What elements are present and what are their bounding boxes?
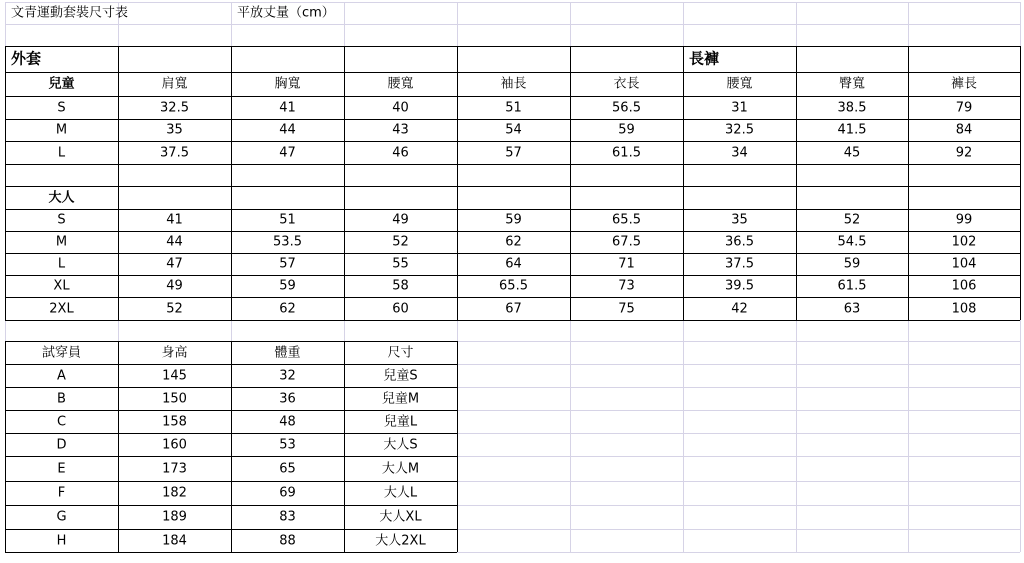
size-value: 57 [279,256,296,272]
tester-border-vertical [118,341,119,552]
table-border-horizontal [5,186,1020,187]
size-label: M [55,234,68,250]
tester-cell: 32 [279,368,296,383]
tester-cell: D [56,437,67,452]
size-value: 45 [843,145,861,160]
table-border-vertical [457,46,458,320]
size-value: 65.5 [499,278,528,294]
tester-border-horizontal [5,433,457,434]
tester-border-horizontal [5,387,457,388]
table-border-vertical [231,46,232,320]
size-value: 55 [392,256,409,272]
size-value: 53.5 [273,234,302,250]
size-value: 61.5 [837,278,867,294]
table-border-horizontal [5,253,1020,254]
table-border-horizontal [5,275,1020,276]
column-header: 褲長 [950,76,978,92]
size-value: 31 [731,100,748,115]
size-value: 54 [505,122,522,138]
tester-cell: 184 [162,533,187,548]
tester-cell: 150 [162,391,187,406]
table-border-vertical [5,46,6,320]
size-value: 51 [279,212,296,228]
tester-border-horizontal [5,505,457,506]
tester-border-horizontal [5,341,457,342]
size-value: 79 [955,100,973,115]
tester-cell: 48 [279,414,296,429]
tester-border-horizontal [5,529,457,530]
table-border-horizontal [5,209,1020,210]
size-label: XL [53,278,70,294]
size-value: 46 [392,145,409,160]
size-value: 99 [955,212,973,228]
size-value: 35 [731,212,748,228]
size-value: 56.5 [612,100,641,115]
size-label: 2XL [49,301,74,316]
tester-cell: 大人2XL [375,533,426,548]
size-value: 52 [843,212,861,228]
size-value: 63 [843,301,861,316]
size-value: 57 [505,145,522,160]
tester-border-horizontal [5,552,457,553]
table-border-vertical [1020,46,1021,320]
tester-header: 身高 [161,345,188,360]
tester-cell: 大人XL [379,509,422,525]
size-value: 65.5 [612,212,641,228]
tester-border-vertical [344,341,345,552]
tester-cell: E [57,461,66,476]
grid-line-horizontal [5,24,1020,25]
size-value: 40 [392,100,409,115]
tester-cell: 88 [279,533,296,548]
table-border-horizontal [5,119,1020,120]
size-value: 73 [618,278,635,294]
size-value: 32.5 [725,122,754,138]
size-value: 37.5 [160,145,189,160]
tester-cell: B [57,391,66,406]
size-value: 49 [392,212,409,228]
size-value: 59 [279,278,296,294]
size-value: 58 [392,278,409,294]
tester-border-vertical [457,341,458,552]
size-value: 41 [279,100,296,115]
size-value: 44 [279,122,296,138]
size-value: 34 [731,145,748,160]
tester-cell: 189 [162,509,187,525]
tester-header: 體重 [274,345,301,360]
size-value: 84 [955,122,973,138]
size-value: 59 [618,122,635,138]
table-border-horizontal [5,96,1020,97]
size-value: 38.5 [837,100,867,115]
size-value: 37.5 [725,256,754,272]
tester-header: 尺寸 [387,345,414,360]
tester-border-vertical [231,341,232,552]
tester-cell: 大人S [383,437,418,452]
table-border-horizontal [5,231,1020,232]
tester-cell: 83 [279,509,296,525]
tester-cell: 53 [279,437,296,452]
size-label: M [55,122,68,138]
tester-cell: 158 [162,414,187,429]
table-border-vertical [796,46,797,320]
size-label: L [57,256,66,272]
size-value: 67.5 [612,234,641,250]
pants-label: 長褲 [689,49,720,68]
tester-header: 試穿員 [41,345,82,360]
size-value: 62 [279,301,296,316]
tester-cell: 69 [279,485,296,501]
size-value: 32.5 [160,100,189,115]
table-border-horizontal [5,46,1020,47]
table-border-horizontal [5,72,1020,73]
size-value: 47 [166,256,183,272]
tester-border-horizontal [5,364,457,365]
column-header: 腰寬 [387,76,414,92]
kids-label: 兒童 [48,76,75,92]
size-label: S [57,212,66,228]
size-value: 41.5 [837,122,867,138]
tester-cell: F [57,485,66,501]
tester-cell: 36 [279,391,296,406]
size-value: 49 [166,278,183,294]
table-border-vertical [118,46,119,320]
size-value: 42 [731,301,748,316]
tester-cell: 兒童M [381,391,420,406]
size-value: 62 [505,234,522,250]
column-header: 胸寬 [274,76,301,92]
tester-cell: 兒童S [383,368,418,383]
size-value: 75 [618,301,635,316]
table-border-horizontal [5,297,1020,298]
size-value: 60 [392,301,409,316]
tester-border-horizontal [5,456,457,457]
tester-cell: 145 [162,368,187,383]
size-value: 59 [843,256,861,272]
column-header: 袖長 [500,76,527,92]
size-value: 47 [279,145,296,160]
tester-cell: A [57,368,66,383]
size-value: 39.5 [725,278,754,294]
table-border-vertical [908,46,909,320]
jacket-label: 外套 [11,49,42,68]
size-value: 51 [505,100,522,115]
tester-border-horizontal [5,410,457,411]
tester-cell: 65 [279,461,296,476]
size-value: 71 [618,256,635,272]
sheet-title: 文青運動套裝尺寸表 [11,5,129,21]
size-value: 108 [951,301,977,316]
size-label: L [57,145,66,160]
table-border-horizontal [5,141,1020,142]
tester-cell: G [56,509,67,525]
size-value: 59 [505,212,522,228]
tester-cell: 大人L [383,485,418,501]
column-header: 臀寬 [838,76,866,92]
tester-cell: H [56,533,67,548]
size-value: 104 [951,256,977,272]
table-border-vertical [344,46,345,320]
size-value: 64 [505,256,522,272]
table-border-vertical [683,46,684,320]
size-value: 35 [166,122,183,138]
tester-border-vertical [5,341,6,552]
size-value: 36.5 [725,234,754,250]
size-value: 44 [166,234,183,250]
size-value: 102 [951,234,977,250]
measure-note: 平放丈量（cm） [237,5,335,21]
size-value: 61.5 [612,145,641,160]
size-value: 67 [505,301,522,316]
tester-cell: 160 [162,437,187,452]
grid-line-horizontal [5,2,1020,3]
adult-label: 大人 [48,190,75,205]
size-value: 41 [166,212,183,228]
size-value: 43 [392,122,409,138]
table-border-horizontal [5,164,1020,165]
tester-border-horizontal [5,481,457,482]
tester-cell: 182 [162,485,187,501]
table-border-vertical [570,46,571,320]
size-value: 92 [955,145,973,160]
column-header: 腰寬 [726,76,753,92]
column-header: 肩寬 [161,76,188,92]
size-label: S [57,100,66,115]
tester-cell: 173 [162,461,187,476]
size-value: 106 [951,278,977,294]
tester-cell: C [56,414,67,429]
size-value: 52 [392,234,409,250]
table-border-horizontal [5,320,1020,321]
tester-cell: 大人M [381,461,420,476]
column-header: 衣長 [613,76,640,92]
size-value: 52 [166,301,183,316]
tester-cell: 兒童L [383,414,418,429]
size-value: 54.5 [837,234,867,250]
